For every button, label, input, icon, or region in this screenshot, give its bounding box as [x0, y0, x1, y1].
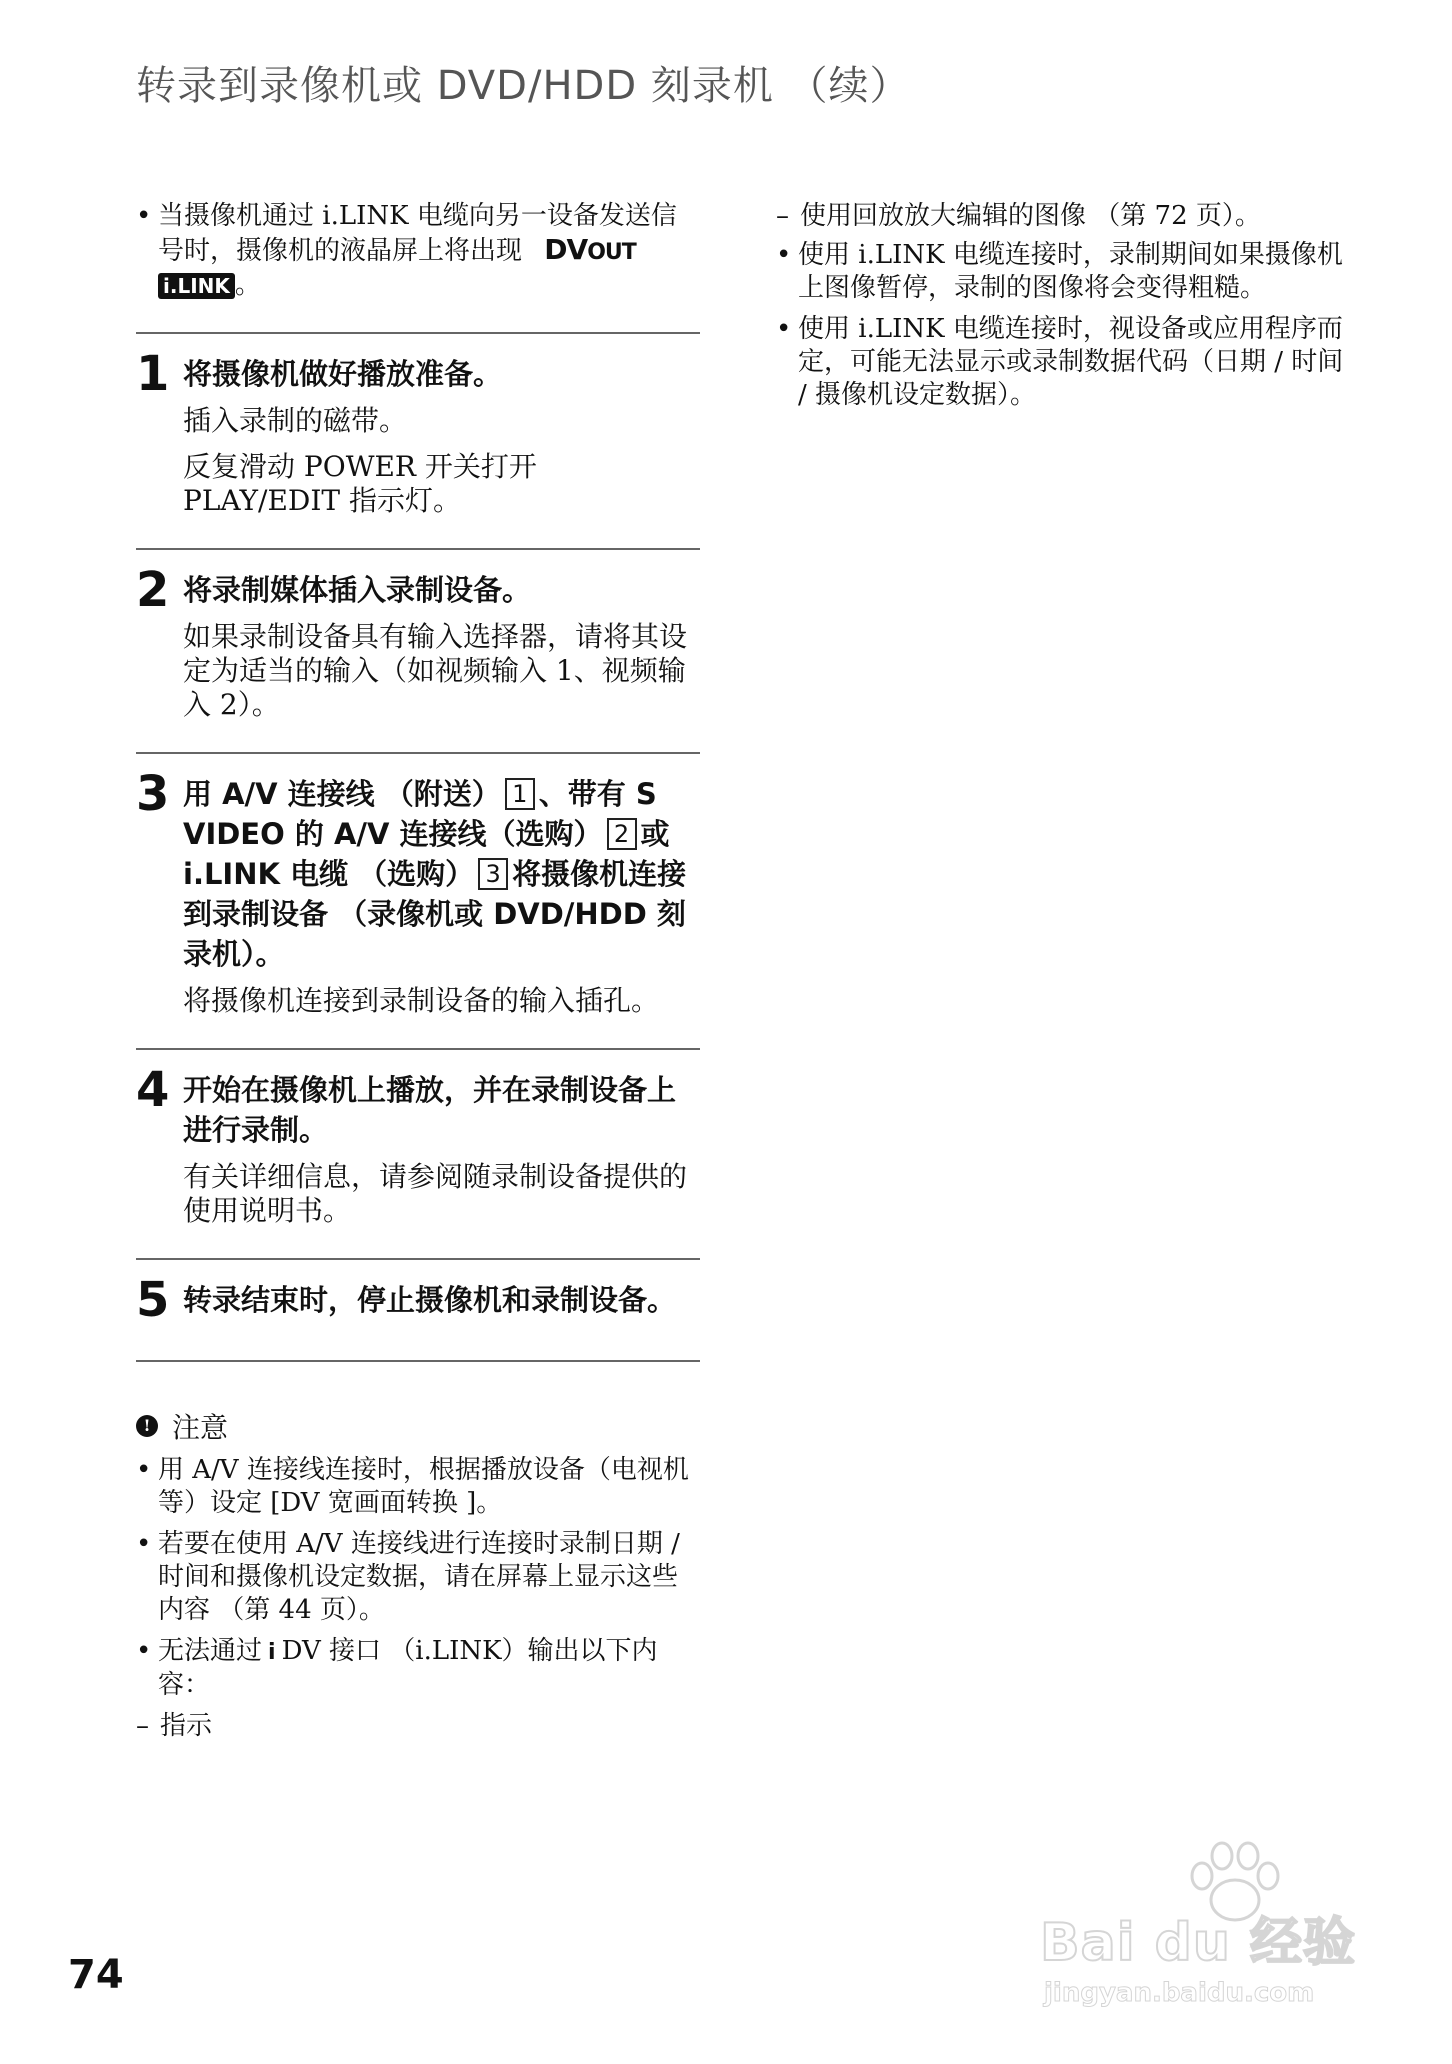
ilink-indicator: i.LINK — [158, 273, 235, 299]
callout-1: 1 — [505, 778, 535, 810]
caution-item: • 使用 i.LINK 电缆连接时，视设备或应用程序而定，可能无法显示或录制数据代码（日期 / 时间 / 摄像机设定数据）。 — [776, 314, 1344, 410]
step-number: 3 — [136, 766, 170, 822]
watermark-url: jingyan.baidu.com — [1044, 1978, 1315, 2008]
step-number: 2 — [136, 562, 170, 618]
step-2 — [136, 562, 700, 722]
step-number: 1 — [136, 346, 170, 402]
step-number: 5 — [136, 1272, 170, 1328]
caution-header — [136, 1406, 700, 1446]
caution-item: • 无法通过 i DV 接口 （i.LINK）输出以下内容： — [136, 1636, 658, 1700]
intro-note: • 当摄像机通过 i.LINK 电缆向另一设备发送信号时，摄像机的液晶屏上将出现 DVOUT i.LINK 。 — [136, 201, 677, 300]
callout-2: 2 — [607, 818, 637, 850]
caution-item: • 若要在使用 A/V 连接线进行连接时录制日期 / 时间和摄像机设定数据，请在屏幕上显示这些内容 （第 44 页）。 — [136, 1529, 680, 1625]
caution-item: • 使用 i.LINK 电缆连接时，录制期间如果摄像机上图像暂停，录制的图像将会变得粗糙。 — [776, 240, 1343, 303]
divider — [136, 332, 700, 334]
step-heading: 用 A/V 连接线 （附送） 1 、带有 S VIDEO 的 A/V 连接线（选购） 2 或 i.LINK 电缆 （选购） 3 将摄像机连接到录制设备 （录像机或 DVD/HDD 刻录机）。 — [183, 777, 687, 971]
caution-sub-item: – 使用回放放大编辑的图像 （第 72 页）。 — [776, 201, 1261, 231]
caution-icon: ! — [136, 1415, 158, 1437]
right-column — [776, 200, 1356, 420]
page-number: 74 — [68, 1952, 124, 1998]
intro-text: 当摄像机通过 i.LINK 电缆向另一设备发送信号时，摄像机的液晶屏上将出现 — [158, 201, 677, 266]
dv-out-indicator: DVOUT — [544, 233, 636, 266]
caution-title: 注意 — [172, 1411, 229, 1444]
divider — [136, 752, 700, 754]
left-column — [136, 200, 700, 1749]
divider — [136, 1048, 700, 1050]
step-heading: 将摄像机做好播放准备。 — [183, 357, 503, 391]
divider — [136, 548, 700, 550]
step-number: 4 — [136, 1062, 170, 1118]
step-text: 有关详细信息，请参阅随录制设备提供的使用说明书。 — [183, 1160, 688, 1227]
caution-item: • 用 A/V 连接线连接时，根据播放设备（电视机等）设定 [DV 宽画面转换 ]。 — [136, 1455, 689, 1518]
step-3 — [136, 766, 700, 1018]
ilink-icon: i — [268, 1640, 276, 1665]
callout-3: 3 — [478, 858, 508, 890]
step-text: 将摄像机连接到录制设备的输入插孔。 — [183, 984, 660, 1017]
caution-sub-item: – 指示 — [136, 1711, 213, 1741]
baidu-watermark — [1030, 1840, 1390, 2040]
divider — [136, 1360, 700, 1362]
step-1 — [136, 346, 700, 518]
watermark-logo: Bai du 经验 — [1040, 1913, 1356, 1973]
step-text: 插入录制的磁带。 — [183, 404, 408, 437]
step-text: 反复滑动 POWER 开关打开 PLAY/EDIT 指示灯。 — [183, 450, 537, 517]
step-5 — [136, 1272, 700, 1328]
divider — [136, 1258, 700, 1260]
step-heading: 将录制媒体插入录制设备。 — [183, 573, 532, 607]
step-4 — [136, 1062, 700, 1228]
page-title: 转录到录像机或 DVD/HDD 刻录机 （续） — [136, 63, 911, 109]
step-text: 如果录制设备具有输入选择器，请将其设定为适当的输入（如视频输入 1、视频输入 2）。 — [183, 620, 688, 721]
step-heading: 转录结束时，停止摄像机和录制设备。 — [183, 1283, 677, 1317]
step-heading: 开始在摄像机上播放，并在录制设备上进行录制。 — [183, 1073, 677, 1147]
